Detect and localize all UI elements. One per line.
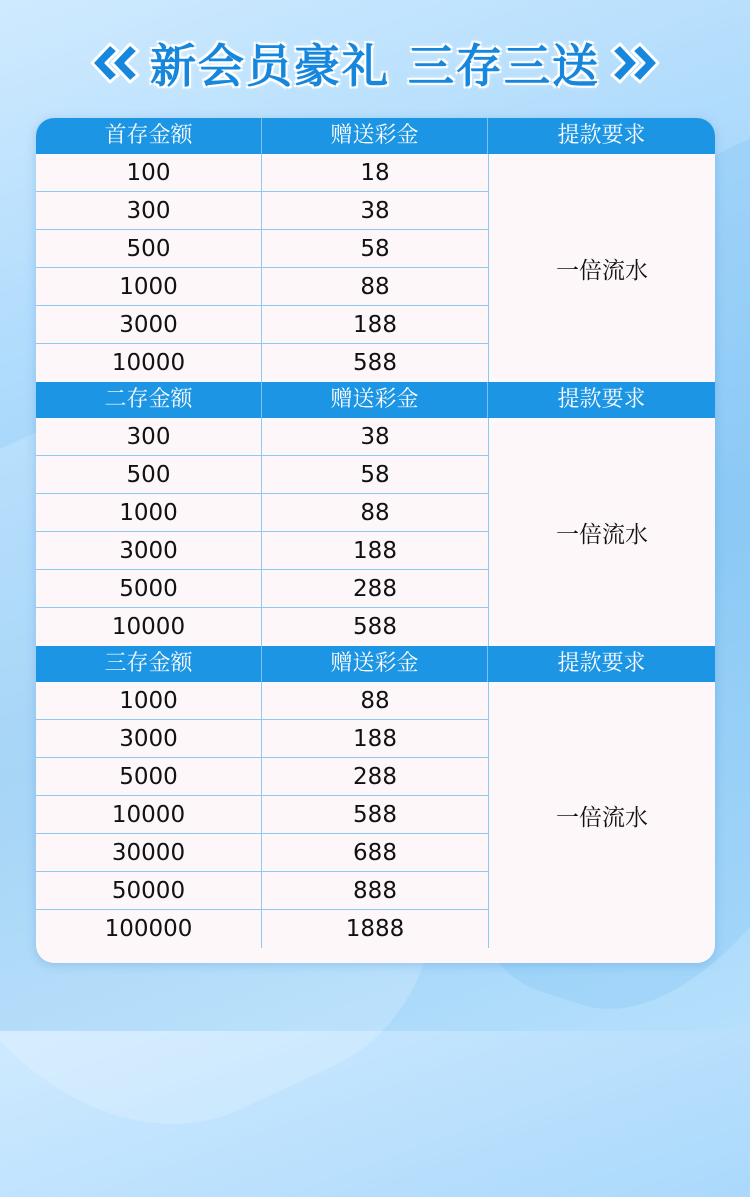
promo-title-bar	[0, 28, 750, 98]
section-body	[36, 682, 715, 948]
table-row	[36, 456, 488, 494]
bonus-amount-cell: 188	[353, 312, 397, 338]
double-chevron-right-icon	[610, 40, 668, 86]
deposit-amount-cell: 30000	[36, 834, 262, 871]
bonus-amount-cell: 688	[353, 840, 397, 866]
table-row	[36, 532, 488, 570]
table-row	[36, 608, 488, 646]
header-bonus: 赠送彩金	[262, 118, 488, 154]
table-row	[36, 268, 488, 306]
table-header-row	[36, 382, 715, 418]
bonus-amount-cell: 88	[360, 500, 390, 526]
deposit-amount-cell: 3000	[36, 720, 262, 757]
table-row	[36, 682, 488, 720]
table-row	[36, 910, 488, 948]
bonus-amount-cell: 18	[360, 160, 390, 186]
header-deposit-amount: 二存金额	[36, 382, 262, 418]
deposit-amount-cell: 50000	[36, 872, 262, 909]
header-withdrawal-requirement: 提款要求	[557, 651, 646, 676]
bonus-table-card	[36, 118, 715, 963]
table-row	[36, 154, 488, 192]
bonus-amount-cell: 588	[353, 350, 397, 376]
deposit-amount-cell: 100000	[36, 910, 262, 948]
table-row	[36, 306, 488, 344]
table-row	[36, 720, 488, 758]
deposit-amount-cell: 10000	[36, 608, 262, 646]
table-row	[36, 418, 488, 456]
deposit-amount-cell: 10000	[36, 796, 262, 833]
deposit-amount-cell: 3000	[36, 532, 262, 569]
first-deposit-section	[36, 118, 715, 382]
bonus-amount-cell: 588	[353, 802, 397, 828]
table-row	[36, 494, 488, 532]
table-row	[36, 758, 488, 796]
table-row	[36, 796, 488, 834]
bonus-amount-cell: 1888	[345, 916, 405, 942]
table-header-row	[36, 646, 715, 682]
deposit-amount-cell: 5000	[36, 758, 262, 795]
header-bonus: 赠送彩金	[262, 382, 488, 418]
deposit-amount-cell: 300	[36, 418, 262, 455]
table-header-row	[36, 118, 715, 154]
header-bonus: 赠送彩金	[262, 646, 488, 682]
bonus-amount-cell: 288	[353, 764, 397, 790]
bonus-amount-cell: 38	[360, 424, 390, 450]
deposit-amount-cell: 1000	[36, 682, 262, 719]
bonus-amount-cell: 188	[353, 538, 397, 564]
table-row	[36, 570, 488, 608]
withdrawal-requirement-cell: 一倍流水	[556, 804, 648, 831]
deposit-amount-cell: 500	[36, 230, 262, 267]
deposit-amount-cell: 10000	[36, 344, 262, 382]
bonus-amount-cell: 288	[353, 576, 397, 602]
deposit-amount-cell: 5000	[36, 570, 262, 607]
deposit-amount-cell: 300	[36, 192, 262, 229]
withdrawal-requirement-cell: 一倍流水	[556, 257, 648, 284]
bonus-amount-cell: 88	[360, 688, 390, 714]
deposit-amount-cell: 500	[36, 456, 262, 493]
bonus-amount-cell: 58	[360, 462, 390, 488]
withdrawal-requirement-cell: 一倍流水	[556, 521, 648, 548]
header-deposit-amount: 首存金额	[36, 118, 262, 154]
deposit-amount-cell: 100	[36, 154, 262, 191]
bonus-amount-cell: 58	[360, 236, 390, 262]
header-deposit-amount: 三存金额	[36, 646, 262, 682]
header-withdrawal-requirement: 提款要求	[557, 387, 646, 412]
deposit-amount-cell: 1000	[36, 494, 262, 531]
bonus-amount-cell: 188	[353, 726, 397, 752]
bonus-amount-cell: 88	[360, 274, 390, 300]
section-body	[36, 418, 715, 646]
third-deposit-section	[36, 646, 715, 948]
bonus-amount-cell: 38	[360, 198, 390, 224]
section-body	[36, 154, 715, 382]
double-chevron-left-icon	[82, 40, 140, 86]
table-row	[36, 834, 488, 872]
header-withdrawal-requirement: 提款要求	[557, 123, 646, 148]
table-row	[36, 344, 488, 382]
deposit-amount-cell: 3000	[36, 306, 262, 343]
table-row	[36, 230, 488, 268]
bonus-amount-cell: 888	[353, 878, 397, 904]
promo-title: 新会员豪礼 三存三送	[149, 39, 600, 93]
bonus-amount-cell: 588	[353, 614, 397, 640]
second-deposit-section	[36, 382, 715, 646]
table-row	[36, 872, 488, 910]
deposit-amount-cell: 1000	[36, 268, 262, 305]
table-row	[36, 192, 488, 230]
